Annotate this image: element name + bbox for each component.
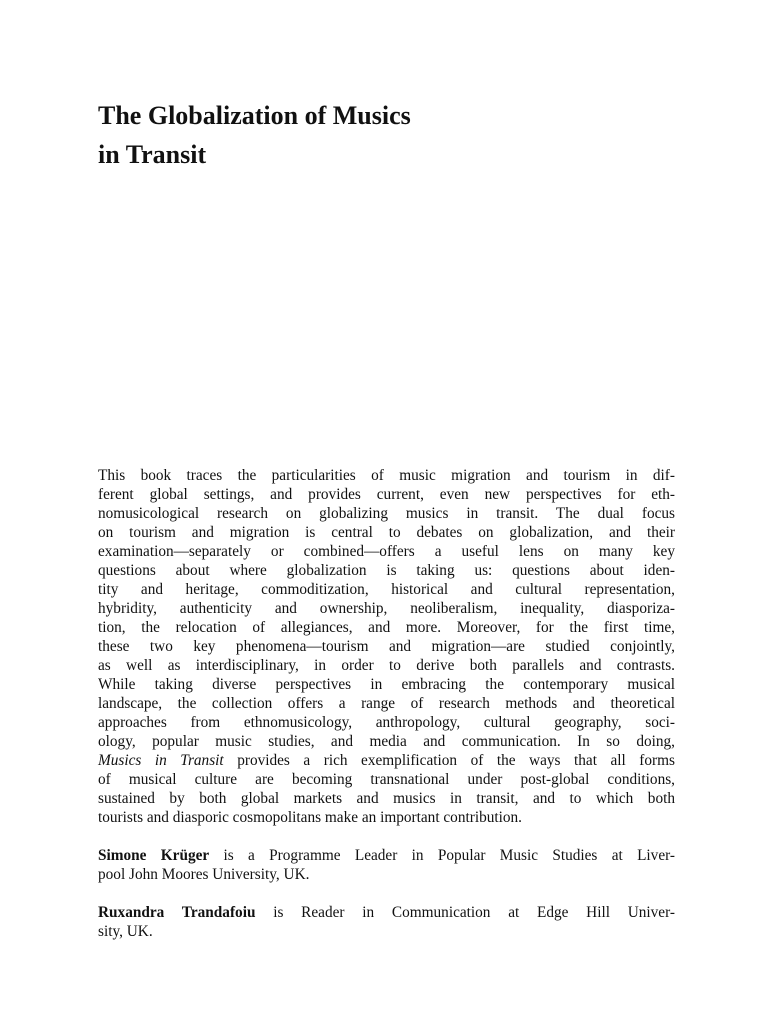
description-line: This book traces the particularities of music migration and tourism in dif- [98, 467, 675, 484]
author-bio-line [98, 846, 675, 865]
description-line: as well as interdisciplinary, in order to derive both parallels and contrasts. [98, 657, 675, 674]
author-bio-line: pool John Moores University, UK. [98, 866, 310, 883]
description-line-rest: provides a rich exemplification of the ways that all forms [223, 752, 675, 769]
description-line: approaches from ethnomusicology, anthropology, cultural geography, soci- [98, 714, 675, 731]
description-line: tity and heritage, commoditization, historical and cultural representation, [98, 581, 675, 598]
blurb [98, 466, 675, 941]
description-line: landscape, the collection offers a range of research methods and theoretical [98, 695, 675, 712]
description-line: tourists and diasporic cosmopolitans make an important contribution. [98, 809, 522, 826]
title-line-2: in Transit [98, 140, 207, 169]
author-bio-text: is a Programme Leader in Popular Music Studies at Liver- [209, 847, 675, 864]
description-line: nomusicological research on globalizing musics in transit. The dual focus [98, 505, 675, 522]
paragraph-gap [98, 827, 675, 846]
book-title [98, 96, 658, 174]
author-bio-text: is Reader in Communication at Edge Hill Univer- [255, 904, 675, 921]
author-bio-line [98, 903, 675, 922]
author-name: Simone Krüger [98, 847, 210, 864]
description-line: examination—separately or combined—offers a useful lens on many key [98, 543, 675, 560]
description-line: of musical culture are becoming transnational under post-global conditions, [98, 771, 675, 788]
author-name: Ruxandra Trandafoiu [98, 904, 256, 921]
description-line: sustained by both global markets and musics in transit, and to which both [98, 790, 675, 807]
description-line: While taking diverse perspectives in embracing the contemporary musical [98, 676, 675, 693]
author-bio-2 [98, 903, 675, 941]
description-line: ology, popular music studies, and media and communication. In so doing, [98, 733, 675, 750]
paragraph-gap [98, 884, 675, 903]
title-line-1: The Globalization of Musics [98, 101, 411, 130]
author-bio-1 [98, 846, 675, 884]
description-line: on tourism and migration is central to debates on globalization, and their [98, 524, 675, 541]
description-line: hybridity, authenticity and ownership, neoliberalism, inequality, diasporiza- [98, 600, 675, 617]
description-line [98, 751, 675, 770]
description-line: these two key phenomena—tourism and migration—are studied conjointly, [98, 638, 675, 655]
author-bio-line: sity, UK. [98, 923, 153, 940]
italic-book-title: Musics in Transit [98, 752, 224, 769]
description-line: questions about where globalization is taking us: questions about iden- [98, 562, 675, 579]
description-line: tion, the relocation of allegiances, and more. Moreover, for the first time, [98, 619, 675, 636]
description-paragraph [98, 466, 675, 827]
description-line: ferent global settings, and provides current, even new perspectives for eth- [98, 486, 675, 503]
